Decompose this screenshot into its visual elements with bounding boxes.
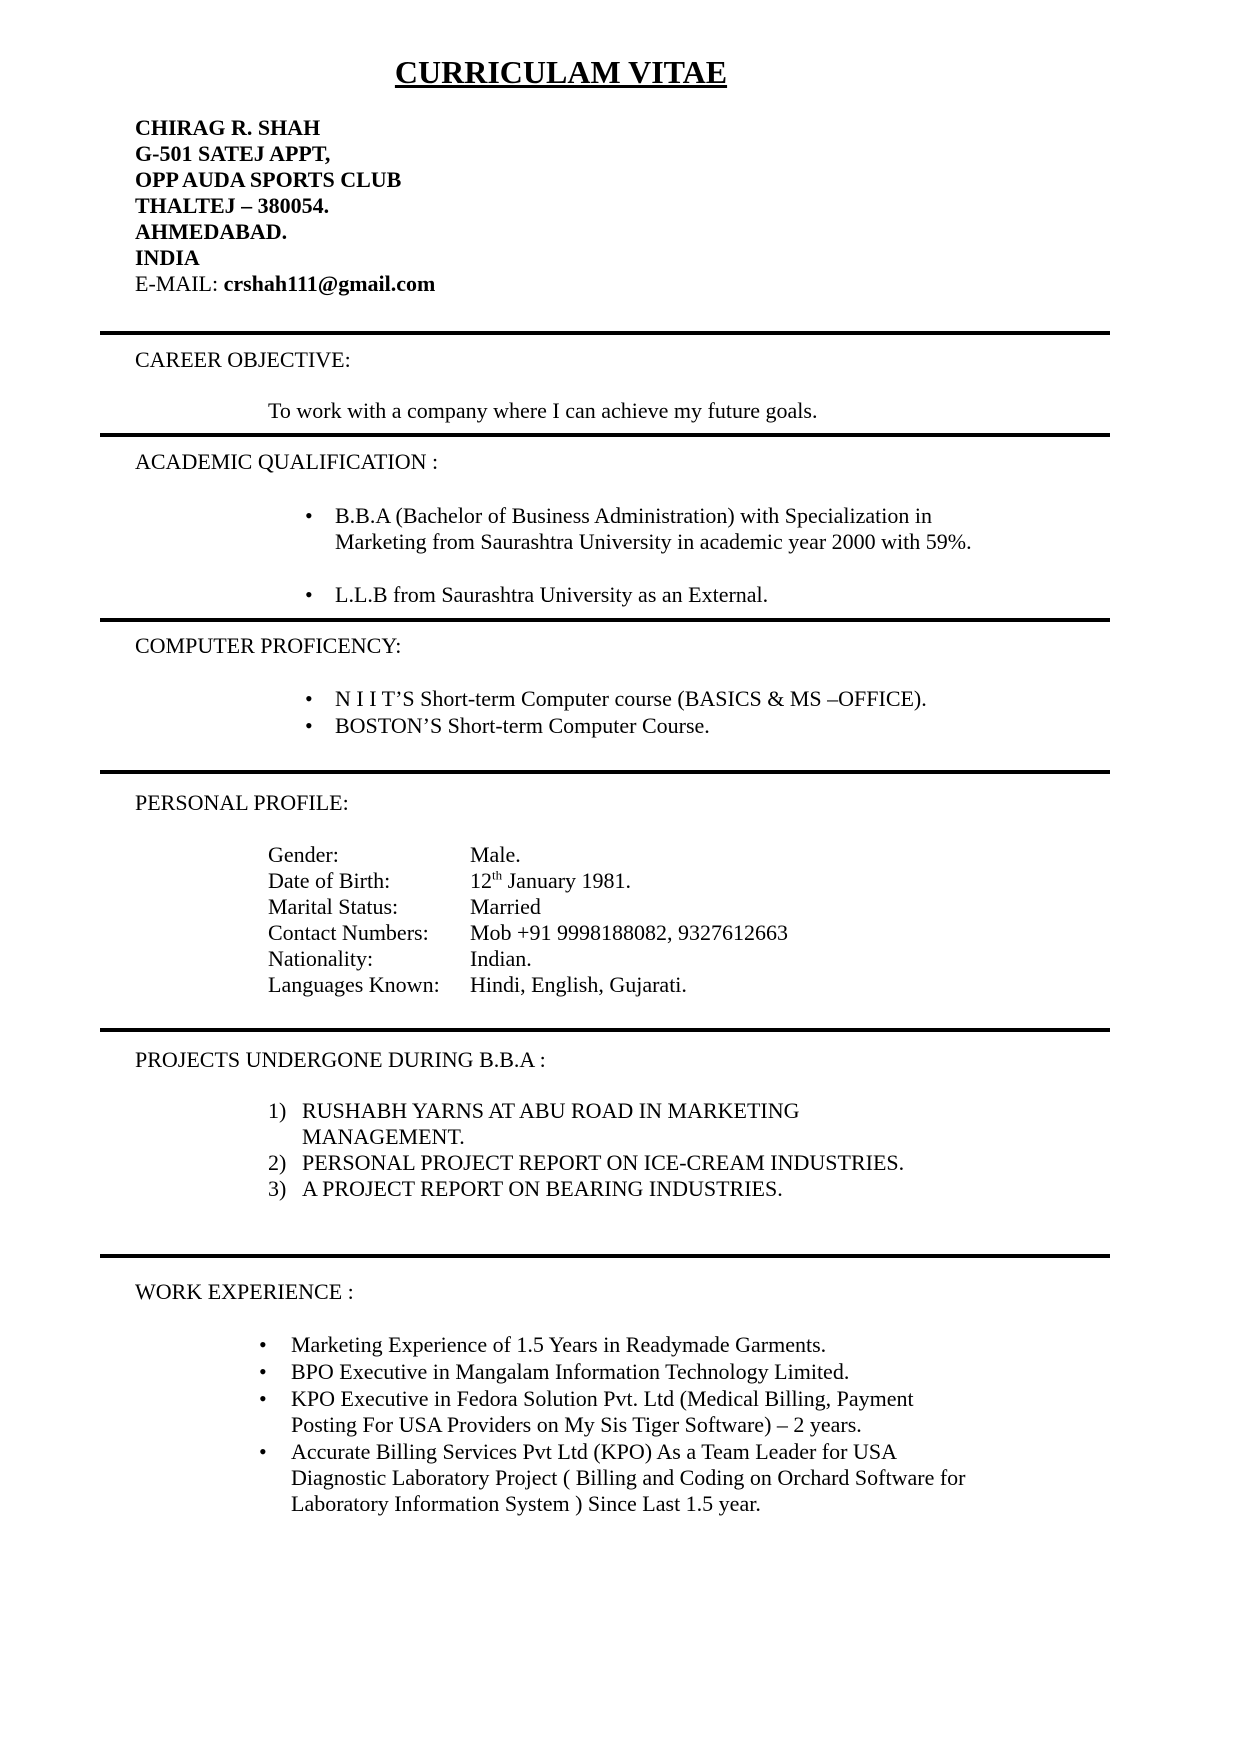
academic-item: B.B.A (Bachelor of Business Administration) with Specialization in: [335, 503, 932, 528]
profile-label: Gender:: [268, 842, 339, 867]
work-item: KPO Executive in Fedora Solution Pvt. Ltd (Medical Billing, Payment: [291, 1386, 914, 1411]
work-item: Diagnostic Laboratory Project ( Billing and Coding on Orchard Software for: [291, 1465, 966, 1490]
computer-heading: COMPUTER PROFICENCY:: [135, 633, 402, 658]
profile-value: Hindi, English, Gujarati.: [470, 972, 687, 997]
email-line: [135, 271, 435, 297]
section-divider: [100, 1028, 1110, 1032]
academic-item: Marketing from Saurashtra University in academic year 2000 with 59%.: [335, 529, 972, 554]
section-divider: [100, 331, 1110, 335]
profile-value: Mob +91 9998188082, 9327612663: [470, 920, 788, 945]
project-item: A PROJECT REPORT ON BEARING INDUSTRIES.: [302, 1176, 783, 1201]
section-divider: [100, 1254, 1110, 1258]
bullet-icon: •: [259, 1439, 267, 1464]
name: CHIRAG R. SHAH: [135, 115, 321, 140]
dob-suffix: th: [492, 867, 503, 883]
project-number: 3): [268, 1176, 287, 1201]
email-link[interactable]: crshah111@gmail.com: [223, 271, 436, 296]
section-divider: [100, 433, 1110, 437]
document-title: CURRICULAM VITAE: [394, 54, 728, 90]
address-line: INDIA: [135, 245, 200, 270]
bullet-icon: •: [305, 503, 313, 528]
work-item: Posting For USA Providers on My Sis Tiger Software) – 2 years.: [291, 1412, 862, 1437]
work-item: Marketing Experience of 1.5 Years in Readymade Garments.: [291, 1332, 827, 1357]
address-line: AHMEDABAD.: [135, 219, 288, 244]
projects-heading: PROJECTS UNDERGONE DURING B.B.A :: [135, 1047, 546, 1072]
email-label: E-MAIL:: [135, 271, 224, 296]
project-item: PERSONAL PROJECT REPORT ON ICE-CREAM INDUSTRIES.: [302, 1150, 905, 1175]
bullet-icon: •: [305, 713, 313, 738]
bullet-icon: •: [259, 1359, 267, 1384]
academic-item: L.L.B from Saurashtra University as an External.: [335, 582, 769, 607]
computer-item: N I I T’S Short-term Computer course (BASICS & MS –OFFICE).: [335, 686, 927, 711]
profile-label: Languages Known:: [268, 972, 440, 997]
profile-value: Indian.: [470, 946, 532, 971]
work-item: BPO Executive in Mangalam Information Technology Limited.: [291, 1359, 850, 1384]
profile-label: Contact Numbers:: [268, 920, 429, 945]
bullet-icon: •: [305, 582, 313, 607]
address-line: THALTEJ – 380054.: [135, 193, 330, 218]
career-heading: CAREER OBJECTIVE:: [135, 347, 351, 372]
project-item: RUSHABH YARNS AT ABU ROAD IN MARKETING: [302, 1098, 800, 1123]
bullet-icon: •: [259, 1386, 267, 1411]
work-heading: WORK EXPERIENCE :: [135, 1279, 354, 1304]
bullet-icon: •: [305, 686, 313, 711]
project-number: 2): [268, 1150, 287, 1175]
section-divider: [100, 618, 1110, 622]
profile-value: Married: [470, 894, 541, 919]
profile-value: Male.: [470, 842, 521, 867]
work-item: Laboratory Information System ) Since Last 1.5 year.: [291, 1491, 761, 1516]
academic-heading: ACADEMIC QUALIFICATION :: [135, 449, 439, 474]
profile-label: Marital Status:: [268, 894, 399, 919]
dob-day: 12: [470, 868, 492, 893]
career-text: To work with a company where I can achieve my future goals.: [268, 398, 818, 423]
personal-heading: PERSONAL PROFILE:: [135, 790, 349, 815]
address-line: G-501 SATEJ APPT,: [135, 141, 331, 166]
computer-item: BOSTON’S Short-term Computer Course.: [335, 713, 710, 738]
profile-label: Nationality:: [268, 946, 374, 971]
project-number: 1): [268, 1098, 287, 1123]
dob-rest: January 1981.: [502, 868, 632, 893]
profile-value: [470, 868, 631, 894]
bullet-icon: •: [259, 1332, 267, 1357]
section-divider: [100, 770, 1110, 774]
work-item: Accurate Billing Services Pvt Ltd (KPO) As a Team Leader for USA: [291, 1439, 897, 1464]
project-item: MANAGEMENT.: [302, 1124, 465, 1149]
profile-label: Date of Birth:: [268, 868, 391, 893]
address-line: OPP AUDA SPORTS CLUB: [135, 167, 402, 192]
